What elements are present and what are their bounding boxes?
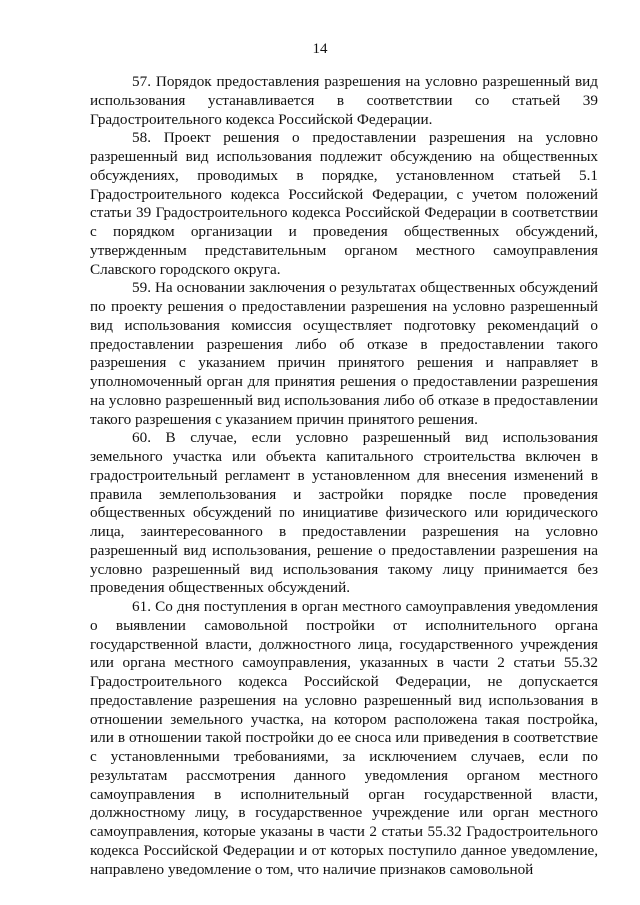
page-number: 14 <box>312 41 328 57</box>
paragraph-58: 58. Проект решения о предоставлении разрешения на условно разрешенный вид использования подлежит обсуждению на общественных обсуждениях, проводимых в порядке, установленном статьей 5.1 Градостроительного кодекса Российской Федерации, с учетом положений статьи 39 Градостроительного кодекса Российской Федерации в соответствии с порядком организации и проведения общественных обсуждений, утвержденным представительным органом местного самоуправления Славского городского округа. <box>90 129 598 278</box>
paragraph-61: 61. Со дня поступления в орган местного самоуправления уведомления о выявлении самовольной постройки от исполнительного органа государственной власти, должностного лица, государственного учреждения или органа местного самоуправления, указанных в части 2 статьи 55.32 Градостроительного кодекса Российской Федерации, не допускается предоставление разрешения на условно разрешенный вид использования в отношении земельного участка, на котором расположена такая постройка, или в отношении такой постройки до ее сноса или приведения в соответствие с установленными требованиями, за исключением случаев, если по результатам рассмотрения данного уведомления органом местного самоуправления в исполнительный орган государственной власти, должностному лицу, в государственное учреждение или орган местного самоуправления, которые указаны в части 2 статьи 55.32 Градостроительного кодекса Российской Федерации и от которых поступило данное уведомление, направлено уведомление о том, что наличие признаков самовольной <box>90 598 598 878</box>
document-body <box>90 73 598 879</box>
paragraph-57: 57. Порядок предоставления разрешения на условно разрешенный вид использования устанавливается в соответствии со статьей 39 Градостроительного кодекса Российской Федерации. <box>90 73 598 128</box>
paragraph-59: 59. На основании заключения о результатах общественных обсуждений по проекту решения о предоставлении разрешения на условно разрешенный вид использования комиссия осуществляет подготовку рекомендаций о предоставлении разрешения либо об отказе в предоставлении такого разрешения с указанием причин принятого решения и направляет в уполномоченный орган для принятия решения о предоставлении разрешения на условно разрешенный вид использования либо об отказе в предоставлении такого разрешения с указанием причин принятого решения. <box>90 279 598 428</box>
paragraph-60: 60. В случае, если условно разрешенный вид использования земельного участка или объекта капитального строительства включен в градостроительный регламент в установленном для внесения изменений в правила землепользования и застройки порядке после проведения общественных обсуждений по инициативе физического или юридического лица, заинтересованного в предоставлении разрешения на условно разрешенный вид использования, решение о предоставлении разрешения на условно разрешенный вид использования такому лицу принимается без проведения общественных обсуждений. <box>90 429 598 597</box>
